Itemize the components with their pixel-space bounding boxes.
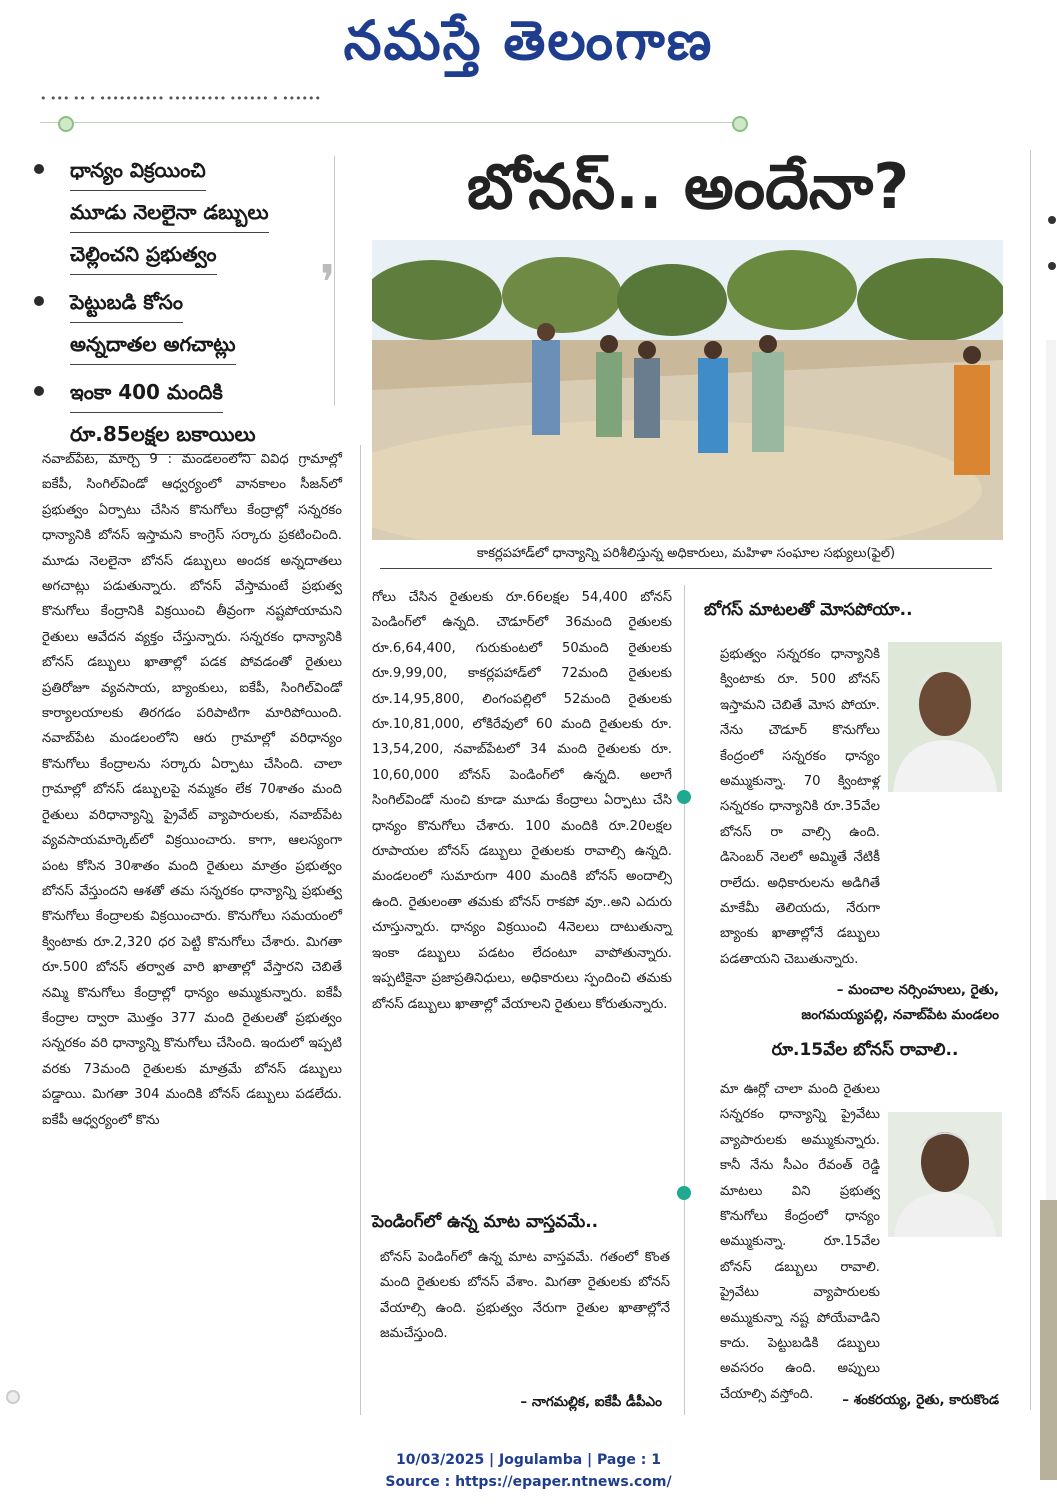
ornament-dot-icon bbox=[732, 116, 748, 132]
box3-title: రూ.15వేల బోనస్ రావాలి.. bbox=[771, 1040, 959, 1060]
person-icon bbox=[888, 1112, 1002, 1237]
highlight-item bbox=[34, 372, 334, 456]
chat-icon bbox=[677, 1186, 691, 1200]
box3-signature: – శంకరయ్య, రైతు, కారుకొండ bbox=[842, 1392, 999, 1408]
ornament-dot-icon bbox=[6, 1390, 20, 1404]
masthead: నమస్తే తెలంగాణ bbox=[343, 8, 714, 72]
highlight-line: చెల్లించని ప్రభుత్వం bbox=[70, 234, 217, 275]
column-divider bbox=[684, 585, 685, 1415]
chat-icon bbox=[677, 790, 691, 804]
box2-signature-1: – మంచాల నర్సింహులు, రైతు, bbox=[836, 982, 999, 998]
highlight-line: పెట్టుబడి కోసం bbox=[70, 282, 183, 323]
highlight-line: ధాన్యం విక్రయించి bbox=[70, 150, 206, 191]
ornament-dot-icon bbox=[58, 116, 74, 132]
highlight-line: మూడు నెలలైనా డబ్బులు bbox=[70, 192, 269, 233]
footer-line-2: Source : https://epaper.ntnews.com/ bbox=[385, 1474, 672, 1490]
farmer-portrait-1 bbox=[888, 642, 1002, 792]
news-photo bbox=[372, 240, 1003, 540]
highlight-item bbox=[34, 150, 334, 276]
box1-signature: – నాగమల్లిక, ఐకేపీ డీపీఎం bbox=[520, 1394, 662, 1410]
highlights bbox=[34, 150, 334, 462]
highlight-item bbox=[34, 282, 334, 366]
footer-line-1: 10/03/2025 | Jogulamba | Page : 1 bbox=[396, 1452, 661, 1468]
article-mid-column: గోలు చేసిన రైతులకు రూ.66లక్షల 54,400 బోనస్ పెండింగ్‌లో ఉన్నది. చౌడూర్‌లో 36మంది రైతులకు రూ.6,64,400, గురుకుంటలో 50మంది రైతులకు రూ.9,99,00, కాకర్లపహాడ్‌లో 72మంది రైతులకు రూ.14,95,800, లింగంపల్లిలో 52మంది రైతులకు రూ.10,81,000, లోకిరేవులో 60 మంది రైతులకు రూ. 13,54,200, నవాబ్‌పేటలో 34 మంది రైతులకు రూ. 10,60,000 బోనస్ పెండింగ్‌లో ఉన్నది. అలాగే సింగిల్‌విండో నుంచి కూడా మూడు కేంద్రాలు ఏర్పాటు చేసి ధాన్యం కొనుగోలు చేశారు. 100 మందికి రూ.20లక్షల రూపాయల బోనస్ డబ్బులు రైతులకు రావాల్సి ఉన్నది. మండలంలో సుమారుగా 400 మందికి బోనస్ అందాల్సి ఉంది. రైతులంతా తమకు బోనస్ రాకపో వూ..అని ఎదురు చూస్తున్నారు. ధాన్యం విక్రయించి 4నెలలు దాటుతున్నా ఇంకా డబ్బులు పడటం లేదంటూ వాపోతున్నారు. ఇప్పటికైనా ప్రజాప్రతినిధులు, అధికారులు స్పందించి తమకు బోనస్ డబ్బులు ఖాతాల్లో వేయాలని రైతులు కోరుతున్నారు. bbox=[372, 590, 672, 1012]
top-strip: • ••• •• • •••••••••• ••••••••• •••••• • •••••• bbox=[40, 92, 322, 105]
quote-icon: ❜ bbox=[320, 255, 336, 311]
headline: బోనస్.. అందేనా? bbox=[466, 150, 910, 223]
person-icon bbox=[888, 642, 1002, 792]
photo-illustration bbox=[372, 240, 1003, 540]
bullet-icon bbox=[34, 386, 44, 396]
box1-text: బోనస్ పెండింగ్‌లో ఉన్న మాట వాస్తవమే. గతంలో కొంత మంది రైతులకు బోనస్ వేశాం. మిగతా రైతులకు బోనస్ వేయాల్సి ఉంది. ప్రభుత్వం నేరుగా రైతుల ఖాతాల్లోనే జమచేస్తుంది. bbox=[380, 1250, 670, 1342]
photo-caption: కాకర్లపహాడ్‌లో ధాన్యాన్ని పరిశీలిస్తున్న అధికారులు, మహిళా సంఘాల సభ్యులు(ఫైల్) bbox=[380, 546, 992, 569]
column-divider bbox=[360, 445, 361, 1415]
box2-signature-2: జంగమయ్యపల్లి, నవాబ్‌పేట మండలం bbox=[801, 1007, 999, 1023]
highlight-line: అన్నదాతల అగచాట్లు bbox=[70, 324, 236, 365]
top-rule bbox=[40, 122, 740, 123]
box2-title: బోగస్ మాటలతో మోసపోయా.. bbox=[704, 600, 913, 620]
article-left-column: నవాబ్‌పేట, మార్చి 9 : మండలంలోని వివిధ గ్రామాల్లో ఐకేపీ, సింగిల్‌విండో ఆధ్వర్యంలో వానకాలం సీజన్‌లో ప్రభుత్వం ఏర్పాటు చేసిన కొనుగోలు కేంద్రాల్లో సన్నరకం ధాన్యానికి బోనస్ ఇస్తామని కాంగ్రెస్ సర్కారు ప్రకటించింది. మూడు నెలలైనా బోనస్ డబ్బులు అందక అన్నదాతలు అగచాట్లు పడుతున్నారు. బోనస్ వేస్తామంటే ప్రభుత్వ కొనుగోలు కేంద్రానికి విక్రయించి తీవ్రంగా నష్టపోయామని రైతులు ఆవేదన వ్యక్తం చేస్తున్నారు. సన్నరకం ధాన్యానికి బోనస్ డబ్బులు ఖాతాల్లో పడక పోవడంతో రైతులు ప్రతిరోజూ వ్యవసాయ, బ్యాంకులు, ఐకేపీ, సింగిల్‌విండో కార్యాలయాలకు తిరగడం పరిపాటిగా మారిపోయింది. నవాబ్‌పేట మండలంలోని ఆరు గ్రామాల్లో వరిధాన్యం కొనుగోలు కేంద్రాలను సర్కారు ఏర్పాటు చేసింది. చాలా గ్రామాల్లో బోనస్ డబ్బులపై నమ్మకం లేక 70శాతం మంది రైతులు వరిధాన్యాన్ని ప్రైవేట్ వ్యాపారులకు, నవాబ్‌పేట వ్యవసాయమార్కెట్‌లో విక్రయించారు. కాగా, ఆలస్యంగా పంట కోసిన 30శాతం మంది రైతులు మాత్రం ప్రభుత్వం బోనస్ వేస్తుందని ఆశతో తమ సన్నరకం ధాన్యాన్ని ప్రభుత్వ కొనుగోలు కేంద్రాలకు విక్రయించారు. కొనుగోలు సమయంలో క్వింటాకు రూ.2,320 ధర పెట్టి కొనుగోలు చేశారు. మిగతా రూ.500 బోనస్ తర్వాత వారి ఖాతాల్లో వేస్తారని చెబితే నమ్మి కొనుగోలు కేంద్రాల్లో ధాన్యం అమ్ముకున్నారు. ఐకేపీ కేంద్రాల ద్వారా మొత్తం 377 మంది రైతులతో ప్రభుత్వం సన్నరకం వరి ధాన్యాన్ని కొనుగోలు చేసింది. ఇందులో ఇప్పటి వరకు 73మంది రైతులకు మాత్రమే బోనస్ డబ్బులు పడ్డాయి. మిగతా 304 మందికి బోనస్ డబ్బులు పడలేదు. ఐకేపీ ఆధ్వర్యంలో కొను bbox=[42, 452, 342, 1128]
bullet-icon bbox=[34, 296, 44, 306]
adjacent-column-fragment bbox=[1040, 200, 1057, 1500]
box3-text: మా ఊర్లో చాలా మంది రైతులు సన్నరకం ధాన్యాన్ని ప్రైవేటు వ్యాపారులకు అమ్ముకున్నారు. కానీ నేను సీఎం రేవంత్ రెడ్డి మాటలు విని ప్రభుత్వ కొనుగోలు కేంద్రంలో ధాన్యం అమ్ముకున్నా. రూ.15వేల బోనస్ డబ్బులు రావాలి. ప్రైవేటు వ్యాపారులకు అమ్ముకున్నా నష్ట పోయేవాడిని కాదు. పెట్టుబడికి డబ్బులు అవసరం ఉంది. అప్పులు చేయాల్సి వస్తోంది. bbox=[720, 1082, 880, 1402]
bullet-icon bbox=[34, 164, 44, 174]
highlight-line: ఇంకా 400 మందికి bbox=[70, 372, 223, 413]
box1-title: పెండింగ్‌లో ఉన్న మాట వాస్తవమే.. bbox=[372, 1212, 599, 1232]
column-divider bbox=[1030, 150, 1031, 1410]
farmer-portrait-2 bbox=[888, 1112, 1002, 1237]
highlight-line: రూ.85లక్షల బకాయిలు bbox=[70, 414, 256, 455]
box2-text: ప్రభుత్వం సన్నరకం ధాన్యానికి క్వింటాకు రూ. 500 బోనస్ ఇస్తామని చెబితే మోస పోయా. నేను చౌడూర్ కొనుగోలు కేంద్రంలో సన్నరకం ధాన్యం అమ్ముకున్నా. 70 క్వింటాళ్ల సన్నరకం ధాన్యానికి రూ.35వేల బోనస్ రా వాల్సి ఉంది. డిసెంబర్ నెలలో అమ్మితే నేటికీ రాలేదు. అధికారులను అడిగితే మాకేమీ తెలియదు, నేరుగా బ్యాంకు ఖాతాల్లోనే డబ్బులు పడతాయని చెబుతున్నారు. bbox=[720, 647, 880, 967]
